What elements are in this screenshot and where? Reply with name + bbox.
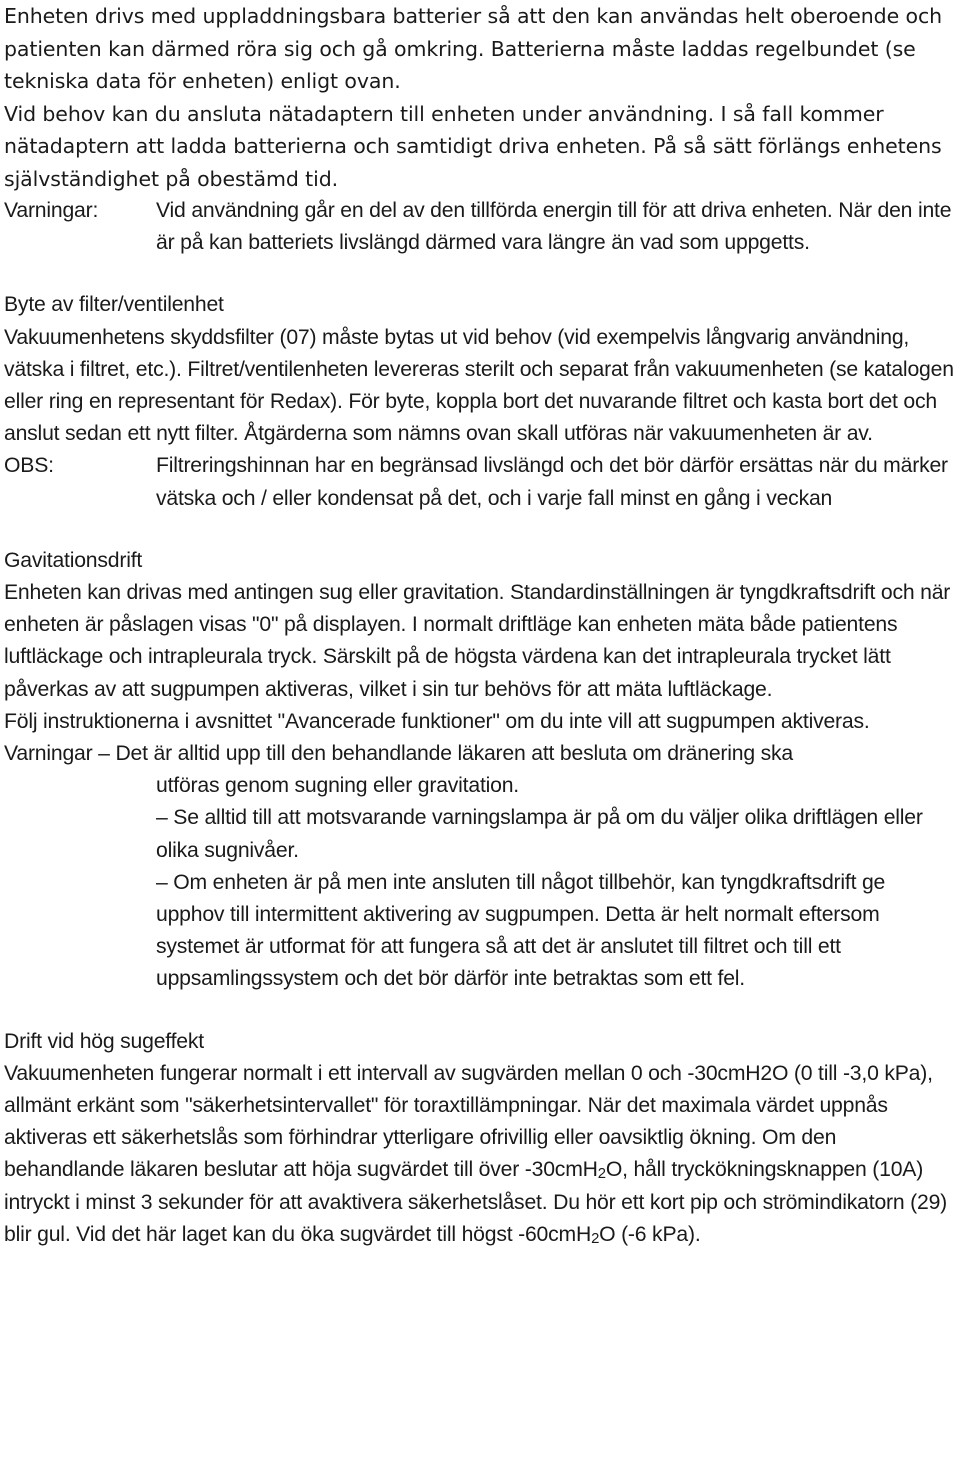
warning-continuation: utföras genom sugning eller gravitation. [156,774,519,798]
obs-note [4,450,956,514]
section-heading: Gavitationsdrift [4,548,143,572]
warning-item: – Om enheten är på men inte ansluten till något tillbehör, kan tyngdkraftsdrift ge upphov till intermittent aktivering av sugpumpen. Detta är helt normalt eftersom systemet är utformat för att fungera så att det är anslutet till filtret och till ett uppsamlingssystem och det bör därför inte betraktas som ett fel. [156,870,886,991]
subscript: 2 [597,1166,606,1183]
subscript: 2 [591,1231,600,1248]
section-heading: Drift vid hög sugeffekt [4,1029,204,1053]
battery-section [4,0,956,195]
battery-paragraph: Enheten drivs med uppladdningsbara batterier så att den kan användas helt oberoende och patienten kan därmed röra sig och gå omkring. Batterierna måste laddas regelbundet (se tekniska data för enheten) enligt ovan. [4,4,943,93]
battery-warning [4,195,956,259]
section-heading: Byte av filter/ventilenhet [4,293,224,317]
warning-item: – Se alltid till att motsvarande varningslampa är på om du väljer olika driftlägen eller olika sugnivåer. [156,806,923,862]
obs-text: Filtreringshinnan har en begränsad livslängd och det bör därför ersättas när du märker vätska och / eller kondensat på det, och i varje fall minst en gång i veckan [156,454,948,510]
obs-label: OBS: [4,454,54,478]
paragraph-part: O, håll tryckökningsknappen (10A) intryckt i minst 3 sekunder för att avaktivera säkerhetslåset. Du hör ett kort pip och strömindikatorn (29) blir gul. Vid det här laget kan du öka sugvärdet till högst -60cmH [4,1158,948,1246]
gravitation-paragraph: Enheten kan drivas med antingen sug eller gravitation. Standardinställningen är tyngdkraftsdrift och när enheten är påslagen visas "0" på displayen. I normalt driftläge kan enheten mäta både patientens luftläckage och intrapleurala tryck. Särskilt på de högsta värdena kan det intrapleurala trycket lätt påverkas av att sugpumpen aktiveras, vilket i sin tur behövs för att mäta luftläckage. [4,581,951,701]
paragraph-part: Vakuumenheten fungerar normalt i ett intervall av sugvärden mellan 0 och -30cmH2O (0 till -3,0 kPa), allmänt erkänt som "säkerhetsintervallet" för toraxtillämpningar. När det maximala värdet uppnås aktiveras ett säkerhetslås som förhindrar ytterligare ofrivillig eller oavsiktlig ökning. Om den behandlande läkaren beslutar att höja sugvärdet till över -30cmH [4,1061,933,1182]
filter-section [4,289,956,514]
high-suction-paragraph [4,1058,956,1251]
filter-paragraph: Vakuumenhetens skyddsfilter (07) måste bytas ut vid behov (vid exempelvis långvarig användning, vätska i filtret, etc.). Filtret/ventilenheten levereras sterilt och separat från vakuumenheten (se katalogen eller ring en representant för Redax). För byte, koppla bort det nuvarande filtret och kasta bort det och anslut sedan ett nytt filter. Åtgärderna som nämns ovan skall utföras när vakuumenheten är av. [4,325,954,446]
high-suction-section [4,1026,956,1251]
adapter-paragraph: Vid behov kan du ansluta nätadaptern till enheten under användning. I så fall kommer nätadaptern att ladda batterierna och samtidigt driva enheten. På så sätt förlängs enhetens självständighet på obestämd tid. [4,101,942,191]
gravitation-section [4,545,956,996]
warning-text: Vid användning går en del av den tillförda energin till för att driva enheten. När den inte är på kan batteriets livslängd därmed vara längre än vad som uppgetts. [156,199,952,255]
warning-first-line: Varningar – Det är alltid upp till den behandlande läkaren att besluta om dränering ska [4,742,794,766]
warning-label: Varningar: [4,199,99,222]
instructions-paragraph: Följ instruktionerna i avsnittet "Avancerade funktioner" om du inte vill att sugpumpen aktiveras. [4,709,870,733]
paragraph-part: O (-6 kPa). [599,1222,701,1246]
